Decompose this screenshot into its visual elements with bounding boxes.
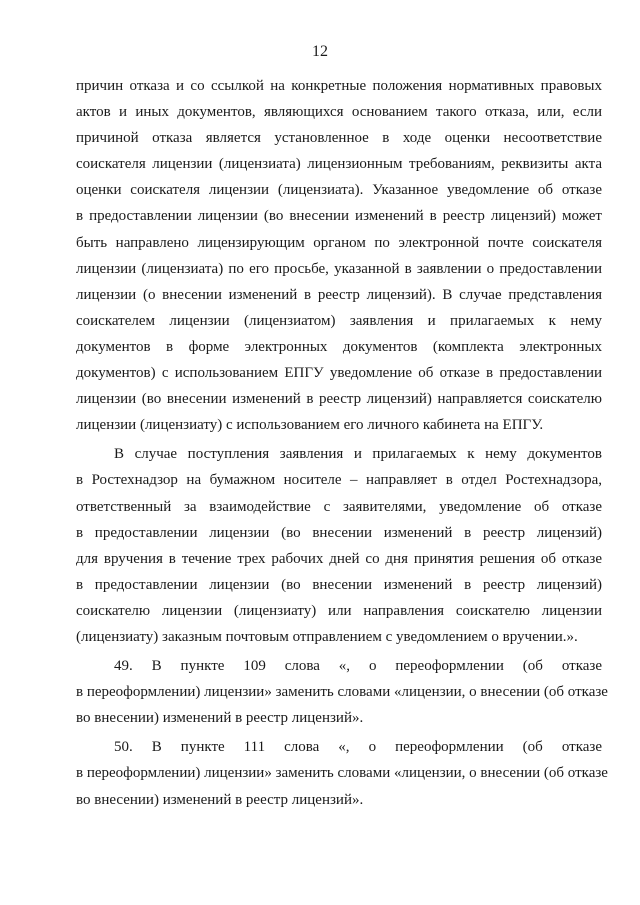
text-line: лицензии (во внесении изменений в реестр лицензий) направляется соискателю xyxy=(76,391,602,408)
text-line: в переоформлении) лицензии» заменить словами «лицензии, о внесении (об отказе xyxy=(76,684,608,701)
text-line: ответственный за взаимодействие с заявителями, уведомление об отказе xyxy=(76,498,602,515)
text-line: актов и иных документов, являющихся основанием такого отказа, или, если xyxy=(76,104,602,121)
text-line: документов в форме электронных документов (комплекта электронных xyxy=(76,338,602,355)
text-line: в предоставлении лицензии (во внесении изменений в реестр лицензий) xyxy=(76,576,602,593)
text-line: лицензии (лицензиату) с использованием его личного кабинета на ЕПГУ. xyxy=(76,417,544,434)
text-line: во внесении) изменений в реестр лицензий». xyxy=(76,710,364,727)
text-line: во внесении) изменений в реестр лицензий». xyxy=(76,791,364,808)
text-line: 50. В пункте 111 слова «, о переоформлении (об отказе xyxy=(114,739,602,756)
text-line: в Ростехнадзор на бумажном носителе – направляет в отдел Ростехнадзора, xyxy=(76,472,602,489)
text-line: лицензии (лицензиата) по его просьбе, указанной в заявлении о предоставлении xyxy=(76,260,602,277)
text-line: в предоставлении лицензии (во внесении изменений в реестр лицензий) xyxy=(76,524,602,541)
text-line: 49. В пункте 109 слова «, о переоформлении (об отказе xyxy=(114,658,602,675)
text-line: причин отказа и со ссылкой на конкретные положения нормативных правовых xyxy=(76,78,602,94)
text-line: причиной отказа является установленное в ходе оценки несоответствие xyxy=(76,130,602,147)
text-line: оценки соискателя лицензии (лицензиата). Указанное уведомление об отказе xyxy=(76,182,602,199)
page-number: 12 xyxy=(312,43,328,60)
text-line: быть направлено лицензирующим органом по электронной почте соискателя xyxy=(76,234,602,251)
text-line: в предоставлении лицензии (во внесении изменений в реестр лицензий) может xyxy=(76,208,602,225)
text-line: соискателю лицензии (лицензиату) или направления соискателю лицензии xyxy=(76,602,602,619)
text-line: В случае поступления заявления и прилагаемых к нему документов xyxy=(114,446,602,463)
text-line: документов) с использованием ЕПГУ уведомление об отказе в предоставлении xyxy=(76,365,602,382)
document-body xyxy=(76,73,608,813)
text-line: соискателем лицензии (лицензиатом) заявления и прилагаемых к нему xyxy=(76,312,602,329)
text-line: в переоформлении) лицензии» заменить словами «лицензии, о внесении (об отказе xyxy=(76,765,608,782)
text-line: для вручения в течение трех рабочих дней со дня принятия решения об отказе xyxy=(76,550,602,567)
text-line: лицензии (о внесении изменений в реестр лицензий). В случае представления xyxy=(76,286,602,303)
text-line: соискателя лицензии (лицензиата) лицензионным требованиям, реквизиты акта xyxy=(76,156,602,173)
text-line: (лицензиату) заказным почтовым отправлением с уведомлением о вручении.». xyxy=(76,628,578,645)
